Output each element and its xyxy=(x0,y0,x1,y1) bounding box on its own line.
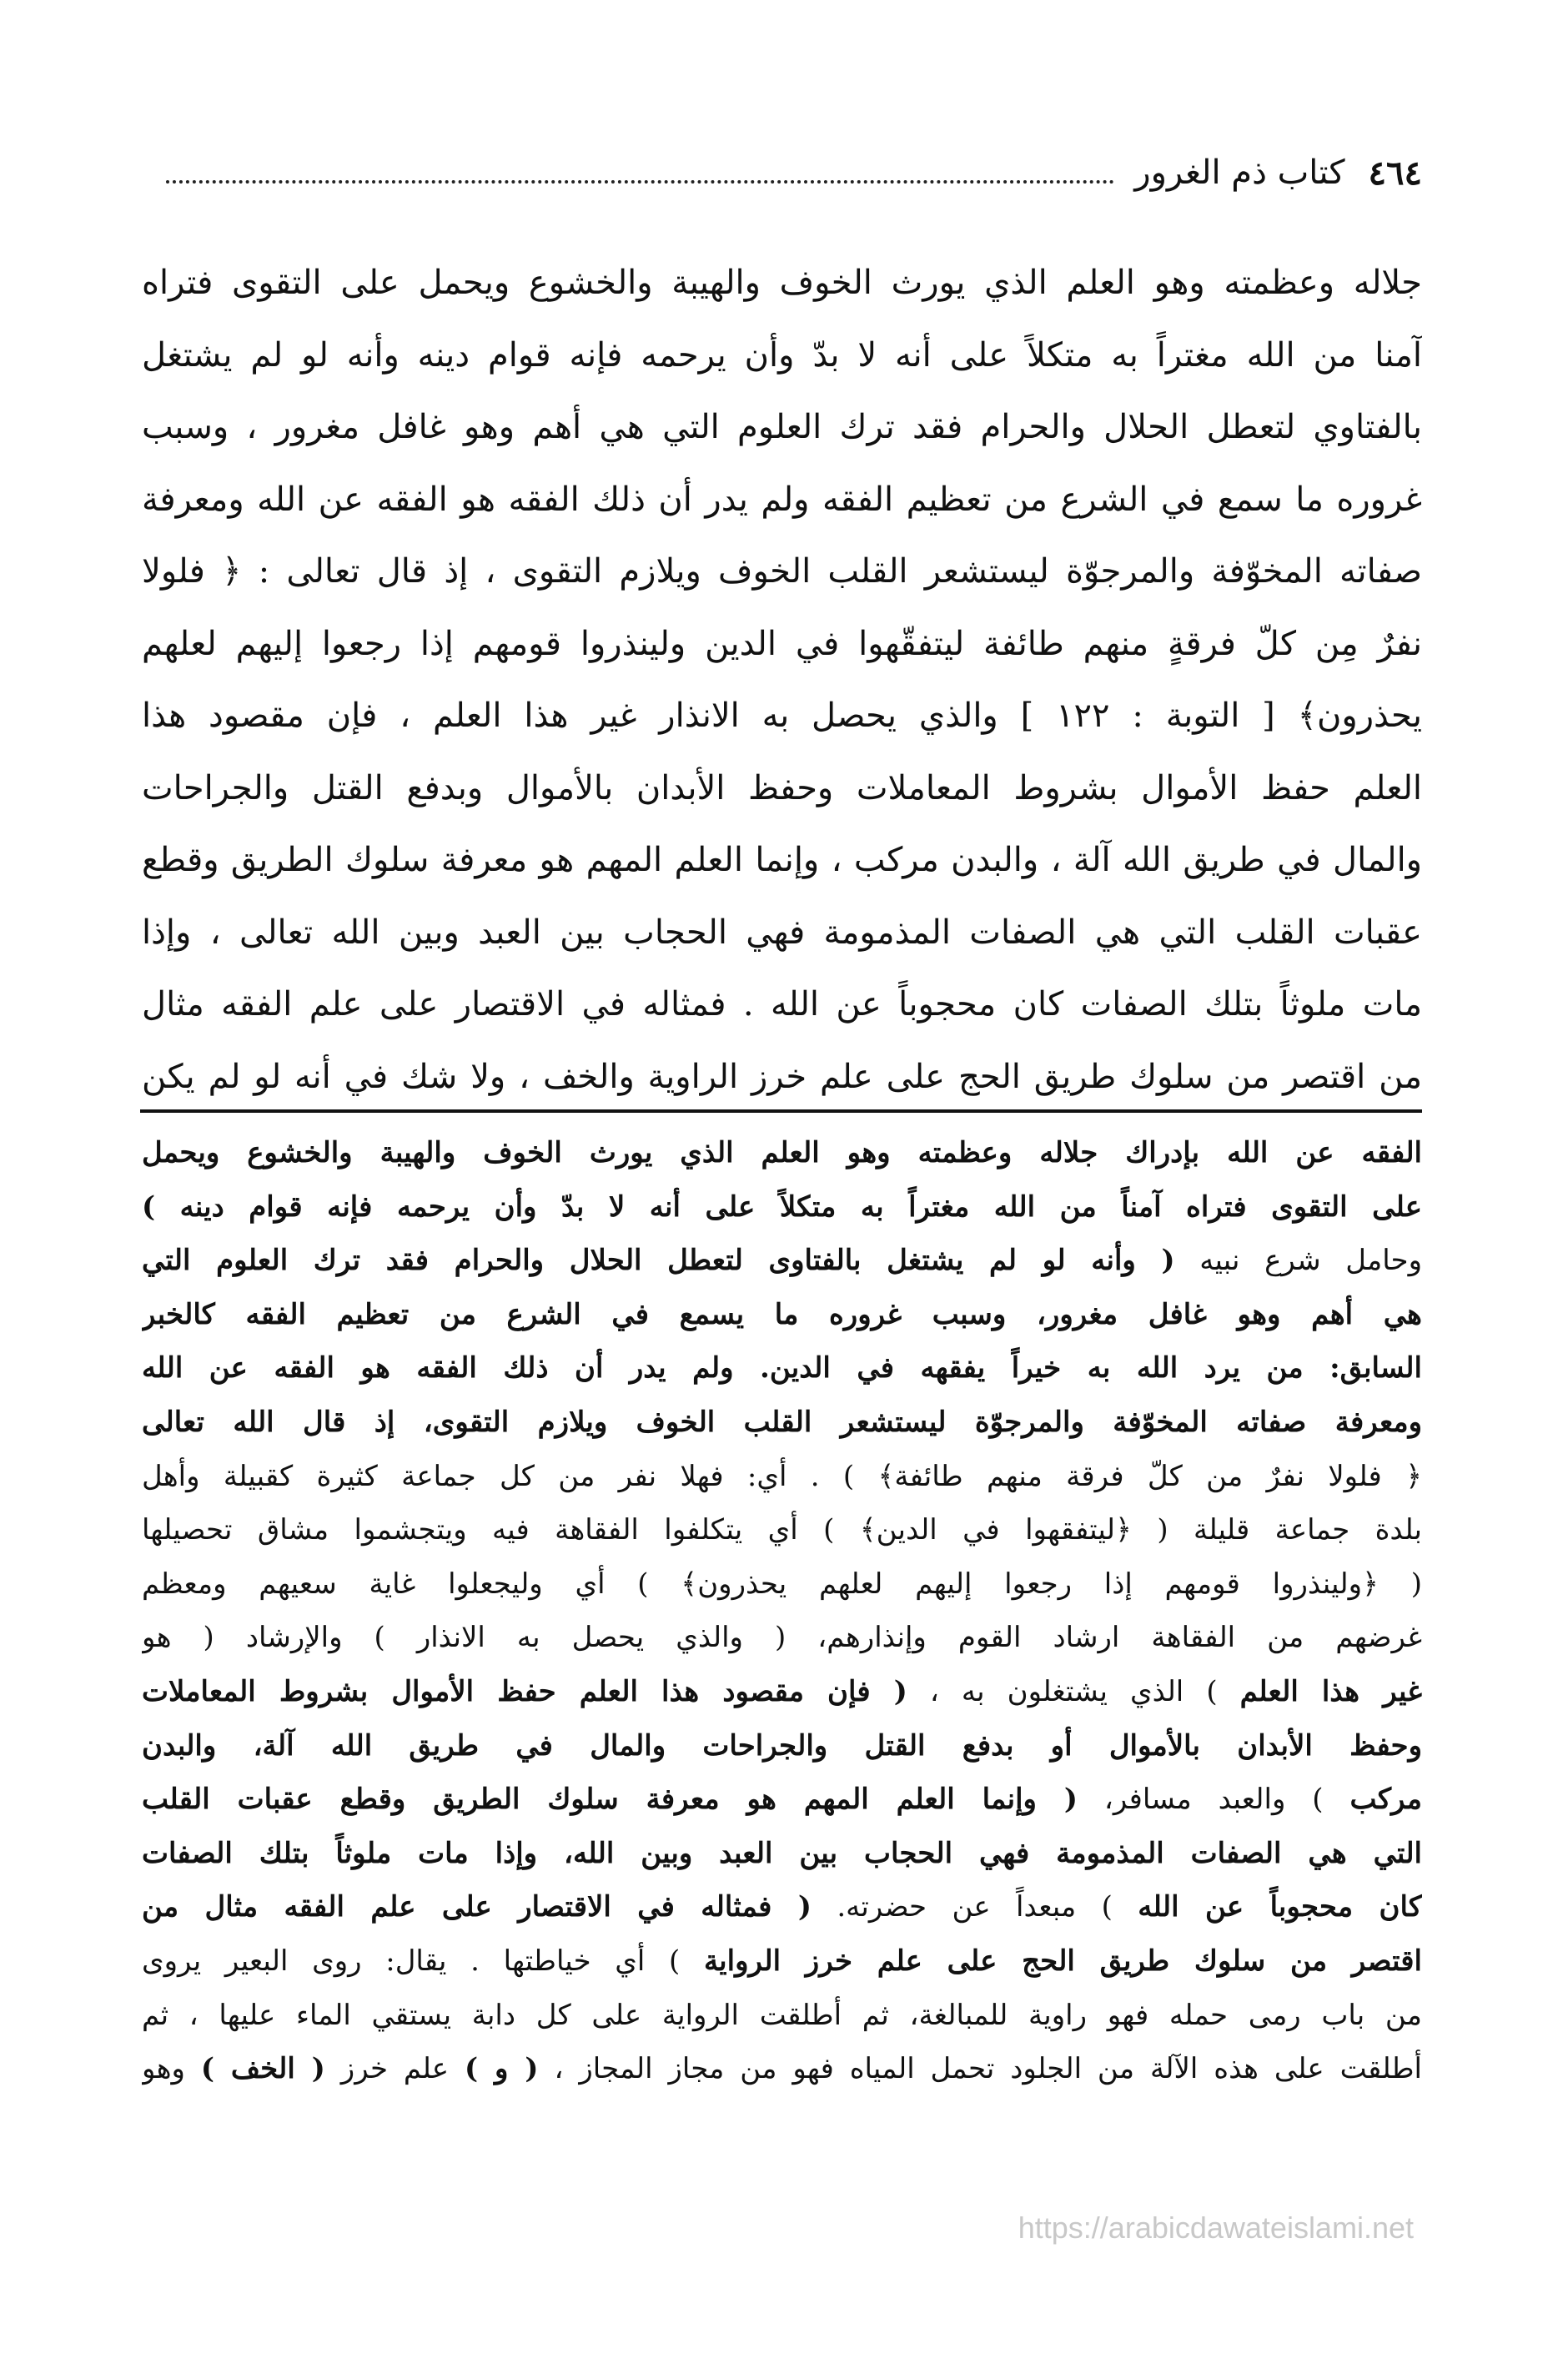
commentary-line xyxy=(142,1665,1422,1719)
commentary-sharh-segment: ) أي خياطتها . يقال: روى البعير يروى xyxy=(142,1944,704,1978)
commentary-matn-segment: التي هي الصفات المذمومة فهي الحجاب بين العبد وبين الله، وإذا مات ملوثاً بتلك الصفات xyxy=(142,1836,1422,1870)
commentary-matn-segment: اقتصر من سلوك طريق الحج على علم خرز الرواية xyxy=(703,1944,1422,1978)
commentary-sharh-segment: ) الذي يشتغلون به ، xyxy=(907,1674,1240,1708)
main-text-line: نفرٌ مِن كلّ فرقةٍ منهم طائفة ليتفقّهوا في الدين ولينذروا قومهم إذا رجعوا إليهم لعلهم xyxy=(142,624,1422,663)
main-text-line: غروره ما سمع في الشرع من تعظيم الفقه ولم يدر أن ذلك الفقه هو الفقه عن الله ومعرفة xyxy=(142,480,1422,519)
commentary-sharh-segment: بلدة جماعة قليلة ( ﴿ليتفقهوا في الدين﴾ ) أي يتكلفوا الفقاهة فيه ويتجشموا مشاق تحصيلها xyxy=(142,1513,1422,1547)
commentary-line xyxy=(142,1126,1422,1180)
main-text-line: يحذرون﴾ [ التوبة : ١٢٢ ] والذي يحصل به الانذار غير هذا العلم ، فإن مقصود هذا xyxy=(142,697,1422,735)
commentary-matn-segment: وحفظ الأبدان بالأموال أو بدفع القتل والجراحات والمال في طريق الله آلة، والبدن xyxy=(142,1728,1422,1763)
commentary-matn-segment: ( وإنما العلم المهم هو معرفة سلوك الطريق وقطع عقبات القلب xyxy=(142,1783,1078,1817)
main-text-line: جلاله وعظمته وهو العلم الذي يورث الخوف والهيبة والخشوع ويحمل على التقوى فتراه xyxy=(142,264,1422,302)
commentary-matn-segment: ( وأنه لو لم يشتغل بالفتاوى لتعطل الحلال والحرام فقد ترك العلوم التي xyxy=(142,1244,1175,1278)
main-text-line: والمال في طريق الله آلة ، والبدن مركب ، وإنما العلم المهم هو معرفة سلوك الطريق وقطع xyxy=(142,841,1422,879)
commentary-matn-segment: ( و ) xyxy=(465,2052,539,2086)
commentary-line xyxy=(142,2042,1422,2096)
commentary-line xyxy=(142,1611,1422,1665)
commentary-matn-segment: على التقوى فتراه آمناً من الله مغتراً به متكلاً على أنه لا بدّ وأن يرحمه فإنه قوام دينه ) xyxy=(142,1190,1422,1224)
commentary-line xyxy=(142,1880,1422,1934)
commentary-sharh-segment: ) مبعداً عن حضرته. xyxy=(811,1890,1138,1924)
commentary-line xyxy=(142,1827,1422,1881)
footnote-separator xyxy=(140,1109,1422,1113)
commentary-matn-segment: ( فمثاله في الاقتصار على علم الفقه مثال من xyxy=(142,1890,812,1924)
commentary-sharh-segment: من باب رمى حمله فهو راوية للمبالغة، ثم أطلقت الرواية على كل دابة يستقي الماء عليها ، ثم xyxy=(142,1998,1422,2032)
main-text-block xyxy=(142,247,1422,1113)
running-title: كتاب ذم الغرور xyxy=(1134,153,1345,192)
commentary-matn-segment: الفقه عن الله بإدراك جلاله وعظمته وهو العلم الذي يورث الخوف والهيبة والخشوع ويحمل xyxy=(142,1136,1422,1169)
commentary-sharh-segment: علم خرز xyxy=(324,2052,465,2086)
main-text-line: صفاته المخوّفة والمرجوّة ليستشعر القلب الخوف ويلازم التقوى ، إذ قال تعالى : ﴿ فلولا xyxy=(142,552,1422,591)
commentary-matn-segment: ( فإن مقصود هذا العلم حفظ الأموال بشروط المعاملات xyxy=(142,1674,907,1708)
main-text-line: العلم حفظ الأموال بشروط المعاملات وحفظ الأبدان بالأموال وبدفع القتل والجراحات xyxy=(142,768,1422,807)
commentary-matn-segment: ( الخف ) xyxy=(200,2052,325,2086)
commentary-line xyxy=(142,1557,1422,1612)
commentary-line xyxy=(142,1396,1422,1450)
commentary-line xyxy=(142,1503,1422,1557)
commentary-line xyxy=(142,1234,1422,1288)
watermark-url: https://arabicdawateislami.net xyxy=(1018,2211,1414,2245)
commentary-sharh-segment: وحامل شرع نبيه xyxy=(1174,1244,1422,1278)
commentary-matn-segment: غير هذا العلم xyxy=(1239,1674,1422,1708)
main-text-line: عقبات القلب التي هي الصفات المذمومة فهي الحجاب بين العبد وبين الله تعالى ، وإذا xyxy=(142,913,1422,952)
header-dotted-leader xyxy=(166,162,1114,184)
commentary-matn-segment: كان محجوباً عن الله xyxy=(1138,1890,1422,1924)
commentary-matn-segment: هي أهم وهو غافل مغرور، وسبب غروره ما يسمع في الشرع من تعظيم الفقه كالخبر xyxy=(142,1297,1422,1331)
commentary-sharh-segment: وهو xyxy=(142,2052,201,2086)
commentary-line xyxy=(142,1989,1422,2043)
main-text-line: آمنا من الله مغتراً به متكلاً على أنه لا بدّ وأن يرحمه فإنه قوام دينه وأنه لو لم يشتغل xyxy=(142,335,1422,375)
commentary-line xyxy=(142,1180,1422,1235)
page-number: ٤٦٤ xyxy=(1368,153,1422,193)
commentary-sharh-segment: ﴿ فلولا نفرٌ من كلّ فرقة منهم طائفة﴾ ) . أي: فهلا نفر من كل جماعة كثيرة كقبيلة وأهل xyxy=(142,1459,1422,1493)
main-text-line: مات ملوثاً بتلك الصفات كان محجوباً عن الله . فمثاله في الاقتصار على علم الفقه مثال xyxy=(142,985,1422,1024)
commentary-sharh-segment: ) والعبد مسافر، xyxy=(1077,1783,1350,1817)
commentary-line xyxy=(142,1934,1422,1989)
commentary-matn-segment: ومعرفة صفاته المخوّفة والمرجوّة ليستشعر القلب الخوف ويلازم التقوى، إذ قال الله تعالى xyxy=(142,1405,1422,1439)
commentary-sharh-segment: ( ﴿ولينذروا قومهم إذا رجعوا إليهم لعلهم يحذرون﴾ ) أي وليجعلوا غاية سعيهم ومعظم xyxy=(142,1567,1422,1601)
commentary-matn-segment: السابق: من يرد الله به خيراً يفقهه في الدين. ولم يدر أن ذلك الفقه هو الفقه عن الله xyxy=(142,1351,1422,1386)
commentary-line xyxy=(142,1719,1422,1773)
commentary-sharh-segment: أطلقت على هذه الآلة من الجلود تحمل المياه فهو من مجاز المجاز ، xyxy=(538,2052,1422,2086)
commentary-line xyxy=(142,1341,1422,1396)
main-text-line: بالفتاوي لتعطل الحلال والحرام فقد ترك العلوم التي هي أهم وهو غافل مغرور ، وسبب xyxy=(142,408,1422,446)
commentary-block xyxy=(142,1126,1422,2096)
commentary-line xyxy=(142,1773,1422,1827)
commentary-line xyxy=(142,1450,1422,1504)
commentary-line xyxy=(142,1288,1422,1342)
commentary-sharh-segment: غرضهم من الفقاهة ارشاد القوم وإنذارهم، ( والذي يحصل به الانذار ) والإرشاد ( هو xyxy=(142,1621,1422,1655)
main-text-line: من اقتصر من سلوك طريق الحج على علم خرز الراوية والخف ، ولا شك في أنه لو لم يكن xyxy=(142,1057,1422,1096)
commentary-matn-segment: مركب xyxy=(1349,1783,1422,1817)
page-header xyxy=(146,143,1422,202)
